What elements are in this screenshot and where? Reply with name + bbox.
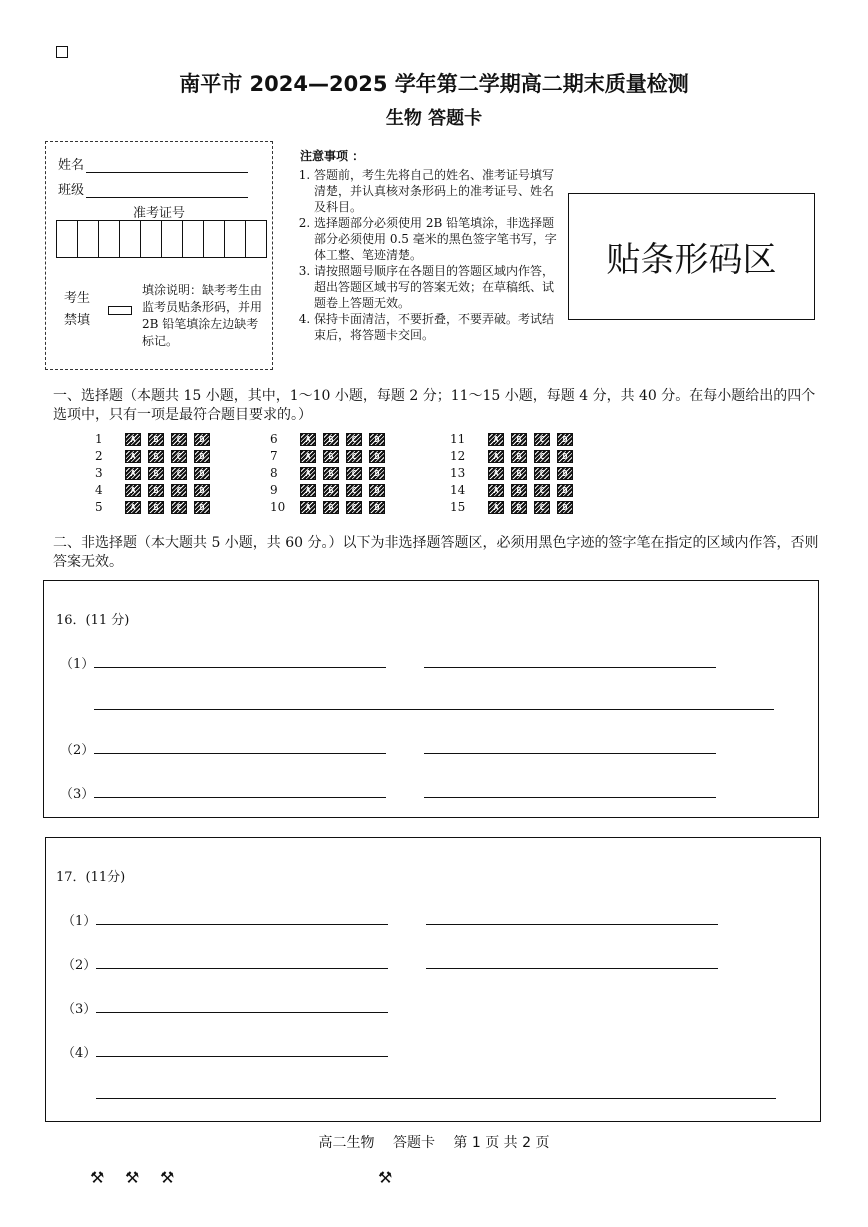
q16-part-label: （2） — [60, 743, 95, 758]
choice-row — [95, 499, 217, 515]
choice-row — [270, 482, 392, 498]
q17-part-label: （2） — [62, 958, 97, 973]
option-b-bubble[interactable]: B — [148, 501, 164, 514]
choice-row — [95, 448, 217, 464]
question-number: 1 — [95, 432, 103, 446]
corner-marker — [56, 46, 68, 58]
name-field[interactable] — [58, 154, 248, 173]
answer-line[interactable] — [94, 709, 774, 710]
option-a-bubble[interactable]: A — [488, 433, 504, 446]
option-b-bubble[interactable]: B — [511, 484, 527, 497]
option-d-bubble[interactable]: D — [194, 467, 210, 480]
answer-line[interactable] — [424, 753, 716, 754]
option-a-bubble[interactable]: A — [125, 467, 141, 480]
option-b-bubble[interactable]: B — [148, 484, 164, 497]
question-number: 8 — [270, 466, 278, 480]
choice-row — [270, 431, 392, 447]
answer-line[interactable] — [96, 968, 388, 969]
option-c-bubble[interactable]: C — [534, 467, 550, 480]
class-line[interactable] — [86, 183, 248, 198]
exam-number-grid[interactable] — [56, 220, 267, 258]
option-c-bubble[interactable]: C — [346, 433, 362, 446]
option-b-bubble[interactable]: B — [323, 501, 339, 514]
choice-row — [95, 465, 217, 481]
option-d-bubble[interactable]: D — [369, 501, 385, 514]
option-d-bubble[interactable]: D — [557, 450, 573, 463]
question-number: 10 — [270, 500, 286, 514]
option-d-bubble[interactable]: D — [194, 484, 210, 497]
option-d-bubble[interactable]: D — [557, 501, 573, 514]
option-a-bubble[interactable]: A — [125, 450, 141, 463]
option-b-bubble[interactable]: B — [323, 450, 339, 463]
question-number: 7 — [270, 449, 278, 463]
option-a-bubble[interactable]: A — [300, 484, 316, 497]
note-item: 2. 选择题部分必须使用 2B 铅笔填涂，非选择题部分必须使用 0.5 毫米的黑色签字笔书写，字体工整、笔迹清楚。 — [314, 215, 562, 263]
option-c-bubble[interactable]: C — [346, 450, 362, 463]
name-label: 姓名 — [58, 158, 85, 173]
choice-row — [450, 482, 580, 498]
question-number: 9 — [270, 483, 278, 497]
alignment-mark-icon: ⚒ — [160, 1168, 175, 1187]
choice-row — [95, 431, 217, 447]
answer-line[interactable] — [96, 1098, 776, 1099]
option-a-bubble[interactable]: A — [125, 501, 141, 514]
option-b-bubble[interactable]: B — [511, 433, 527, 446]
answer-line[interactable] — [94, 667, 386, 668]
option-a-bubble[interactable]: A — [488, 450, 504, 463]
option-b-bubble[interactable]: B — [148, 450, 164, 463]
section2-heading: 二、非选择题（本大题共 5 小题，共 60 分。）以下为非选择题答题区，必须用黑色字迹的签字笔在指定的区域内作答，否则答案无效。 — [53, 535, 819, 570]
answer-line[interactable] — [96, 1056, 388, 1057]
question-number: 2 — [95, 449, 103, 463]
option-c-bubble[interactable]: C — [346, 467, 362, 480]
choice-row — [270, 465, 392, 481]
q17-part-label: （1） — [62, 914, 97, 929]
option-a-bubble[interactable]: A — [488, 484, 504, 497]
option-b-bubble[interactable]: B — [148, 433, 164, 446]
question-number: 5 — [95, 500, 103, 514]
choice-row — [270, 499, 392, 515]
option-d-bubble[interactable]: D — [369, 433, 385, 446]
answer-line[interactable] — [426, 968, 718, 969]
class-field[interactable] — [58, 179, 248, 198]
page-title: 南平市 2024—2025 学年第二学期高二期末质量检测 — [179, 72, 689, 96]
q17-part-label: （3） — [62, 1002, 97, 1017]
q17-answer-box — [45, 837, 821, 1122]
answer-line[interactable] — [96, 924, 388, 925]
question-number: 14 — [450, 483, 466, 497]
option-d-bubble[interactable]: D — [194, 450, 210, 463]
alignment-mark-icon: ⚒ — [378, 1168, 393, 1187]
option-a-bubble[interactable]: A — [488, 501, 504, 514]
question-number: 3 — [95, 466, 103, 480]
option-d-bubble[interactable]: D — [557, 433, 573, 446]
option-c-bubble[interactable]: C — [534, 501, 550, 514]
option-a-bubble[interactable]: A — [488, 467, 504, 480]
q17-heading: 17．(11分) — [56, 870, 126, 885]
q16-heading: 16．(11 分) — [56, 613, 130, 628]
barcode-area: 贴条形码区 — [568, 193, 815, 320]
option-a-bubble[interactable]: A — [300, 501, 316, 514]
notes-list — [300, 167, 562, 343]
option-c-bubble[interactable]: C — [534, 450, 550, 463]
option-c-bubble[interactable]: C — [171, 450, 187, 463]
question-number: 13 — [450, 466, 466, 480]
option-a-bubble[interactable]: A — [125, 433, 141, 446]
option-c-bubble[interactable]: C — [346, 484, 362, 497]
answer-line[interactable] — [424, 667, 716, 668]
question-number: 15 — [450, 500, 466, 514]
option-b-bubble[interactable]: B — [323, 433, 339, 446]
option-c-bubble[interactable]: C — [171, 501, 187, 514]
page-footer: 高二生物 答题卡 第 1 页 共 2 页 — [318, 1135, 550, 1151]
option-b-bubble[interactable]: B — [148, 467, 164, 480]
alignment-mark-icon: ⚒ — [90, 1168, 105, 1187]
section1-heading: 一、选择题（本题共 15 小题，其中，1～10 小题，每题 2 分；11～15 小题，每题 4 分，共 40 分。在每小题给出的四个选项中，只有一项是最符合题目要求的。） — [53, 388, 816, 423]
choice-row — [450, 465, 580, 481]
q17-part-label: （4） — [62, 1046, 97, 1061]
option-a-bubble[interactable]: A — [300, 450, 316, 463]
option-a-bubble[interactable]: A — [300, 433, 316, 446]
q16-part-label: （1） — [60, 657, 95, 672]
option-c-bubble[interactable]: C — [171, 467, 187, 480]
option-a-bubble[interactable]: A — [300, 467, 316, 480]
option-d-bubble[interactable]: D — [369, 450, 385, 463]
note-item: 1. 答题前，考生先将自己的姓名、准考证号填写清楚，并认真核对条形码上的准考证号、姓名及科目。 — [314, 167, 562, 215]
answer-line[interactable] — [94, 797, 386, 798]
answer-line[interactable] — [424, 797, 716, 798]
fill-instructions: 填涂说明：缺考考生由监考员贴条形码，并用 2B 铅笔填涂左边缺考标记。 — [142, 283, 263, 348]
choice-row — [450, 448, 580, 464]
option-b-bubble[interactable]: B — [511, 467, 527, 480]
option-b-bubble[interactable]: B — [511, 450, 527, 463]
option-c-bubble[interactable]: C — [346, 501, 362, 514]
absent-mark-box[interactable] — [108, 306, 132, 315]
answer-line[interactable] — [426, 924, 718, 925]
option-d-bubble[interactable]: D — [369, 467, 385, 480]
option-d-bubble[interactable]: D — [557, 484, 573, 497]
notes-section — [300, 148, 562, 343]
choice-row — [95, 482, 217, 498]
question-number: 4 — [95, 483, 103, 497]
option-d-bubble[interactable]: D — [194, 501, 210, 514]
choice-row — [450, 431, 580, 447]
note-item: 3. 请按照题号顺序在各题目的答题区域内作答，超出答题区域书写的答案无效；在草稿纸、试题卷上答题无效。 — [314, 263, 562, 311]
note-item: 4. 保持卡面清洁，不要折叠，不要弄破。考试结束后，将答题卡交回。 — [314, 311, 562, 343]
question-number: 11 — [450, 432, 466, 446]
option-c-bubble[interactable]: C — [534, 433, 550, 446]
option-b-bubble[interactable]: B — [511, 501, 527, 514]
question-number: 12 — [450, 449, 466, 463]
answer-line[interactable] — [96, 1012, 388, 1013]
answer-line[interactable] — [94, 753, 386, 754]
option-d-bubble[interactable]: D — [369, 484, 385, 497]
notes-title: 注意事项 ： — [300, 149, 365, 163]
page-subtitle: 生物 答题卡 — [385, 108, 483, 129]
option-d-bubble[interactable]: D — [557, 467, 573, 480]
q16-answer-box — [43, 580, 819, 818]
class-label: 班级 — [58, 183, 85, 198]
choice-row — [450, 499, 580, 515]
option-c-bubble[interactable]: C — [171, 484, 187, 497]
q16-part-label: （3） — [60, 787, 95, 802]
question-number: 6 — [270, 432, 278, 446]
choice-row — [270, 448, 392, 464]
student-info-box — [45, 141, 273, 370]
absent-label: 考生禁填 — [64, 291, 91, 328]
option-b-bubble[interactable]: B — [323, 484, 339, 497]
option-b-bubble[interactable]: B — [323, 467, 339, 480]
exam-number-label: 准考证号 — [132, 206, 185, 221]
option-c-bubble[interactable]: C — [534, 484, 550, 497]
alignment-mark-icon: ⚒ — [125, 1168, 140, 1187]
option-a-bubble[interactable]: A — [125, 484, 141, 497]
option-c-bubble[interactable]: C — [171, 433, 187, 446]
name-line[interactable] — [86, 158, 248, 173]
option-d-bubble[interactable]: D — [194, 433, 210, 446]
